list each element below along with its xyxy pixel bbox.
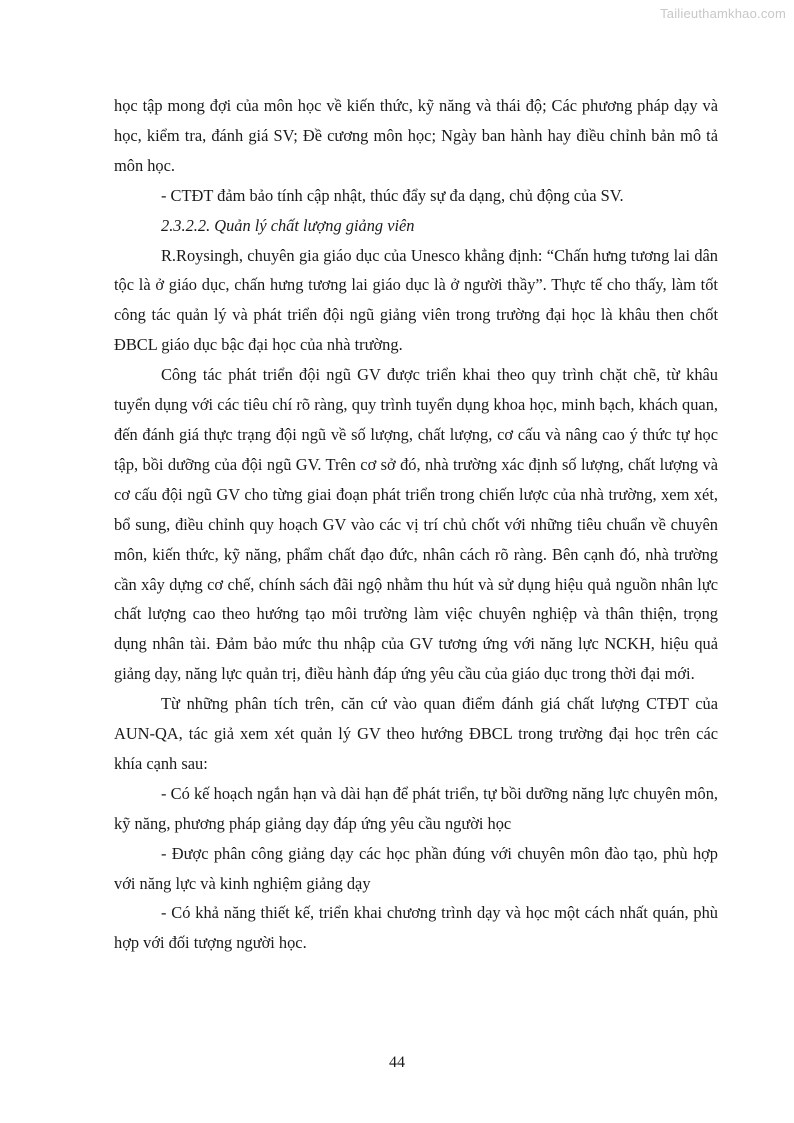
- paragraph-quote: R.Roysingh, chuyên gia giáo dục của Unesco khẳng định: “Chấn hưng tương lai dân tộc là ở giáo dục, chấn hưng tương lai giáo dục là ở người thầy”. Thực tế cho thấy, làm tốt công tác quản lý và phát triển đội ngũ giảng viên trong trường đại học là khâu then chốt ĐBCL giáo dục bậc đại học của nhà trường.: [114, 245, 718, 355]
- bullet-planning: - Có kế hoạch ngắn hạn và dài hạn để phát triển, tự bồi dưỡng năng lực chuyên môn, kỹ năng, phương pháp giảng dạy đáp ứng yêu cầu người học: [114, 783, 718, 833]
- page-number: 44: [389, 1054, 405, 1071]
- paragraph-continuation: học tập mong đợi của môn học về kiến thức, kỹ năng và thái độ; Các phương pháp dạy và học, kiểm tra, đánh giá SV; Đề cương môn học; Ngày ban hành hay điều chỉnh bản mô tả môn học.: [114, 96, 718, 175]
- bullet-design: - Có khả năng thiết kế, triển khai chương trình dạy và học một cách nhất quán, phù hợp với đối tượng người học.: [114, 903, 718, 953]
- section-heading: 2.3.2.2. Quản lý chất lượng giảng viên: [161, 215, 415, 235]
- bullet-ctdt-update: - CTĐT đảm bảo tính cập nhật, thúc đẩy sự đa dạng, chủ động của SV.: [161, 185, 624, 205]
- watermark: Tailieuthamkhao.com: [660, 6, 786, 21]
- paragraph-aun-qa: Từ những phân tích trên, căn cứ vào quan điểm đánh giá chất lượng CTĐT của AUN-QA, tác giả xem xét quản lý GV theo hướng ĐBCL trong trường đại học trên các khía cạnh sau:: [114, 694, 718, 773]
- bullet-assignment: - Được phân công giảng dạy các học phần đúng với chuyên môn đào tạo, phù hợp với năng lực và kinh nghiệm giảng dạy: [114, 843, 718, 893]
- page-body: [114, 91, 718, 958]
- paragraph-staff-development: Công tác phát triển đội ngũ GV được triển khai theo quy trình chặt chẽ, từ khâu tuyển dụng với các tiêu chí rõ ràng, quy trình tuyển dụng khoa học, minh bạch, khách quan, đến đánh giá thực trạng đội ngũ về số lượng, chất lượng, cơ cấu và nâng cao ý thức tự học tập, bồi dưỡng của đội ngũ GV. Trên cơ sở đó, nhà trường xác định số lượng, chất lượng và cơ cấu đội ngũ GV cho từng giai đoạn phát triển trong chiến lược của nhà trường, xem xét, bổ sung, điều chỉnh quy hoạch GV vào các vị trí chủ chốt với những tiêu chuẩn về chuyên môn, kiến thức, kỹ năng, phẩm chất đạo đức, nhân cách rõ ràng. Bên cạnh đó, nhà trường cần xây dựng cơ chế, chính sách đãi ngộ nhằm thu hút và sử dụng hiệu quả nguồn nhân lực chất lượng cao theo hướng tạo môi trường làm việc chuyên nghiệp và thân thiện, trọng dụng nhân tài. Đảm bảo mức thu nhập của GV tương ứng với năng lực NCKH, hiệu quả giảng dạy, năng lực quản trị, điều hành đáp ứng yêu cầu của giáo dục trong thời đại mới.: [114, 365, 718, 684]
